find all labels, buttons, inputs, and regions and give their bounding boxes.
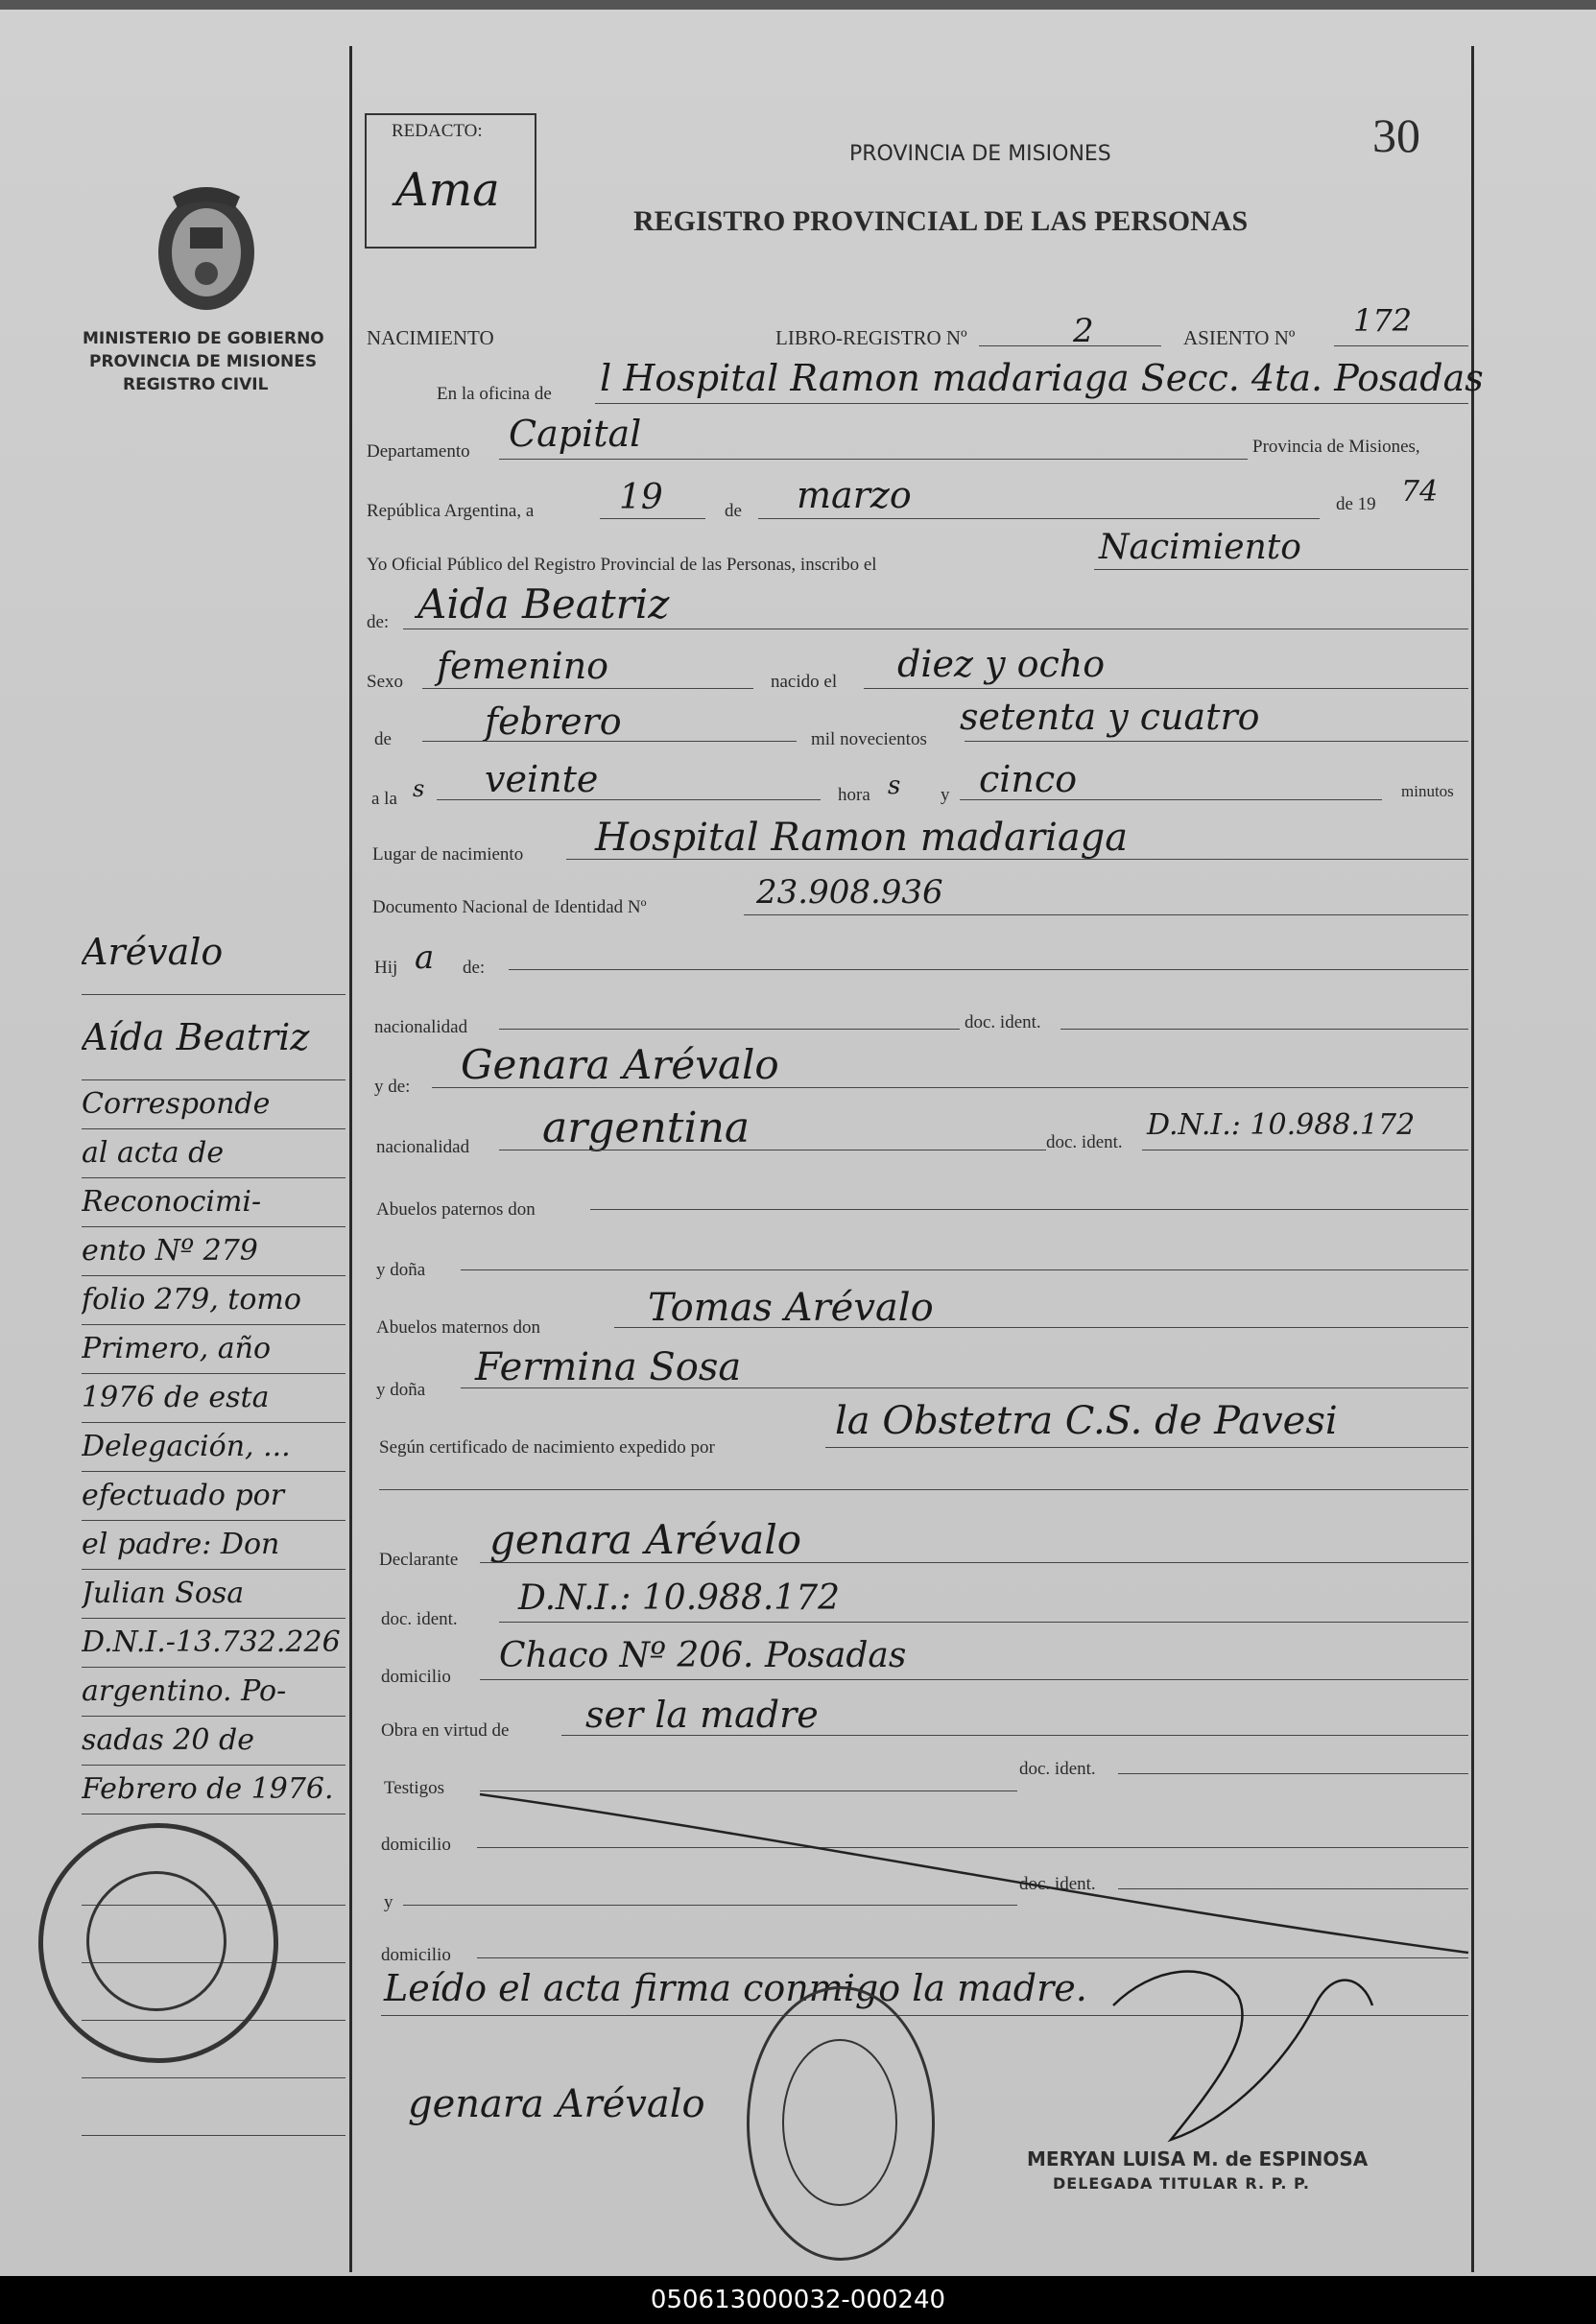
page-number: 30 xyxy=(1372,108,1420,162)
rule xyxy=(595,403,1468,404)
y-label: y xyxy=(941,785,950,805)
rule xyxy=(379,1489,1468,1490)
rule xyxy=(432,1087,1468,1088)
margin-note-line: Primero, año xyxy=(82,1325,345,1374)
oficial-label: Yo Oficial Público del Registro Provincial de las Personas, inscribo el xyxy=(367,555,877,575)
scan-id-bar xyxy=(0,2276,1596,2324)
margin-note-line: Corresponde xyxy=(82,1080,345,1129)
delegada-name: MERYAN LUISA M. de ESPINOSA xyxy=(1027,2147,1369,2170)
nacido-value: diez y ocho xyxy=(897,643,1106,685)
rule xyxy=(600,518,705,519)
nacionalidad-label: nacionalidad xyxy=(374,1017,468,1037)
rule xyxy=(461,1387,1468,1388)
margin-note-line: Arévalo xyxy=(82,910,345,995)
libro-value: 2 xyxy=(1073,312,1094,350)
oficina-label: En la oficina de xyxy=(437,384,552,404)
rule xyxy=(1094,569,1468,570)
ydona2-label: y doña xyxy=(376,1380,426,1400)
asiento-value: 172 xyxy=(1353,302,1413,339)
y2-label: y xyxy=(384,1892,393,1912)
act-type-label: NACIMIENTO xyxy=(367,326,494,349)
yde-label: y de: xyxy=(374,1077,411,1097)
margin-note-line: Reconocimi- xyxy=(82,1178,345,1227)
asiento-label: ASIENTO Nº xyxy=(1183,326,1296,349)
margin-note-lines xyxy=(82,910,350,1814)
rule xyxy=(979,345,1161,346)
margin-note-line: Delegación, ... xyxy=(82,1423,345,1472)
margin-note-line: el padre: Don xyxy=(82,1521,345,1570)
margin-note-line: Febrero de 1976. xyxy=(82,1766,345,1814)
leido-text: Leído el acta firma conmigo la madre. xyxy=(384,1967,1087,2009)
rule xyxy=(566,859,1468,860)
testigos-label: Testigos xyxy=(384,1778,445,1798)
rule xyxy=(480,1679,1468,1680)
hij-suffix: a xyxy=(415,938,435,977)
province-heading: PROVINCIA DE MISIONES xyxy=(849,142,1111,166)
domicilio2-label: domicilio xyxy=(381,1835,451,1855)
rule xyxy=(758,518,1320,519)
margin-note-line: ento Nº 279 xyxy=(82,1227,345,1276)
sexo-label: Sexo xyxy=(367,672,403,692)
margin-note-line: argentino. Po- xyxy=(82,1668,345,1717)
abuela-mat-value: Fermina Sosa xyxy=(475,1345,742,1389)
nacido-label: nacido el xyxy=(771,672,838,692)
lugar-value: Hospital Ramon madariaga xyxy=(595,816,1129,860)
departamento-label: Departamento xyxy=(367,441,470,462)
margin-note-line: folio 279, tomo xyxy=(82,1276,345,1325)
abuelos-mat-label: Abuelos maternos don xyxy=(376,1317,540,1338)
sexo-value: femenino xyxy=(437,645,609,687)
departamento-value: Capital xyxy=(509,413,642,455)
obra-label: Obra en virtud de xyxy=(381,1720,510,1741)
obra-value: ser la madre xyxy=(585,1694,819,1736)
rule xyxy=(744,914,1468,915)
doc-ident4-label: doc. ident. xyxy=(1019,1874,1096,1894)
libro-label: LIBRO-REGISTRO Nº xyxy=(775,326,967,349)
segun-label: Según certificado de nacimiento expedido por xyxy=(379,1437,715,1458)
anio-value: 74 xyxy=(1401,475,1439,509)
rule xyxy=(590,1209,1468,1210)
provincia-label: Provincia de Misiones, xyxy=(1252,437,1420,457)
margin-stamp-inner xyxy=(86,1871,226,2011)
minutos-value: cinco xyxy=(979,758,1078,800)
horas-suffix: s xyxy=(888,771,901,800)
doc-ident-label: doc. ident. xyxy=(965,1012,1041,1032)
redacto-label: REDACTO: xyxy=(392,121,483,141)
margin-note-line: 1976 de esta xyxy=(82,1374,345,1423)
redacto-initials: Ama xyxy=(395,163,500,217)
margin-note-line: Julian Sosa xyxy=(82,1570,345,1619)
firma-text: genara Arévalo xyxy=(408,2082,705,2126)
domicilio-label: domicilio xyxy=(381,1667,451,1687)
delegada-title: DELEGADA TITULAR R. P. P. xyxy=(1053,2174,1310,2193)
rule xyxy=(499,1029,960,1030)
madre-value: Genara Arévalo xyxy=(461,1041,779,1088)
rule xyxy=(1334,345,1468,346)
abuelos-pat-label: Abuelos paternos don xyxy=(376,1199,536,1220)
margin-note-line: al acta de xyxy=(82,1129,345,1178)
segun-value: la Obstetra C.S. de Pavesi xyxy=(835,1399,1338,1443)
margin-note-line: sadas 20 de xyxy=(82,1717,345,1766)
anio-label: de 19 xyxy=(1336,494,1376,514)
republica-label: República Argentina, a xyxy=(367,501,535,521)
rule xyxy=(403,628,1468,629)
nombre-value: Aida Beatriz xyxy=(417,581,670,628)
official-stamp-inner xyxy=(782,2039,897,2206)
de-label: de xyxy=(725,501,742,521)
mil-label: mil novecientos xyxy=(811,729,927,749)
mes-value: marzo xyxy=(797,474,912,516)
coat-of-arms-icon xyxy=(144,178,269,321)
nacionalidad2-label: nacionalidad xyxy=(376,1137,470,1157)
registry-heading: REGISTRO PROVINCIAL DE LAS PERSONAS xyxy=(633,205,1249,237)
lugar-label: Lugar de nacimiento xyxy=(372,844,524,865)
rule xyxy=(825,1447,1468,1448)
domicilio3-label: domicilio xyxy=(381,1945,451,1965)
horas-label: hora xyxy=(838,785,870,805)
rule xyxy=(960,799,1382,800)
logo-line-3: REGISTRO CIVIL xyxy=(123,375,269,394)
rule xyxy=(614,1327,1468,1328)
rule xyxy=(864,688,1468,689)
mes-nac-value: febrero xyxy=(485,700,622,743)
rule xyxy=(82,2077,345,2078)
abuelo-mat-value: Tomas Arévalo xyxy=(648,1286,934,1330)
de2-label: de xyxy=(374,729,392,749)
rule xyxy=(1118,1773,1468,1774)
declarante-value: genara Arévalo xyxy=(489,1516,802,1563)
rule xyxy=(965,741,1468,742)
oficina-value: l Hospital Ramon madariaga Secc. 4ta. Posadas xyxy=(600,357,1484,399)
scan-id: 050613000032-000240 xyxy=(650,2286,946,2314)
alas-label: a la xyxy=(371,789,397,809)
hij-label: Hij xyxy=(374,958,398,978)
redacto-box xyxy=(365,113,536,249)
signature-scribble xyxy=(1094,1948,1382,2159)
rule xyxy=(82,2135,345,2136)
anio-nac-value: setenta y cuatro xyxy=(960,696,1260,738)
rule xyxy=(461,1269,1468,1270)
dni-value: 23.908.936 xyxy=(756,873,943,912)
rule xyxy=(499,1622,1468,1623)
hij-de-label: de: xyxy=(463,958,486,978)
margin-note-line: efectuado por xyxy=(82,1472,345,1521)
nacionalidad2-value: argentina xyxy=(542,1103,750,1152)
dia-value: 19 xyxy=(619,478,663,517)
rule xyxy=(437,799,821,800)
doc-ident2-label: doc. ident. xyxy=(1046,1132,1123,1152)
oficial-value: Nacimiento xyxy=(1099,528,1301,567)
alas-suffix: s xyxy=(413,775,425,802)
minutos-label: minutos xyxy=(1401,782,1454,800)
declarante-label: Declarante xyxy=(379,1550,459,1570)
logo-line-2: PROVINCIA DE MISIONES xyxy=(89,352,318,371)
scan-edge xyxy=(0,0,1596,10)
margin-note-line: Aída Beatriz xyxy=(82,995,345,1080)
margin-note-line: D.N.I.-13.732.226 xyxy=(82,1619,345,1668)
rule xyxy=(561,1735,1468,1736)
ydona1-label: y doña xyxy=(376,1260,426,1280)
rule xyxy=(422,688,753,689)
dni-label: Documento Nacional de Identidad Nº xyxy=(372,897,647,917)
rule xyxy=(1060,1029,1468,1030)
rule xyxy=(509,969,1468,970)
hora-value: veinte xyxy=(485,758,599,800)
logo-line-1: MINISTERIO DE GOBIERNO xyxy=(83,329,324,348)
rule xyxy=(499,459,1248,460)
doc-ident3-value: D.N.I.: 10.988.172 xyxy=(518,1578,841,1618)
domicilio-value: Chaco Nº 206. Posadas xyxy=(499,1636,907,1675)
de-nombre-label: de: xyxy=(367,612,390,632)
rule xyxy=(480,1562,1468,1563)
rule xyxy=(422,741,797,742)
doc-ident2-value: D.N.I.: 10.988.172 xyxy=(1147,1108,1416,1142)
doc-ident3-label: doc. ident. xyxy=(381,1609,458,1629)
testigos-doc-label: doc. ident. xyxy=(1019,1759,1096,1779)
margin-note xyxy=(82,910,350,1814)
